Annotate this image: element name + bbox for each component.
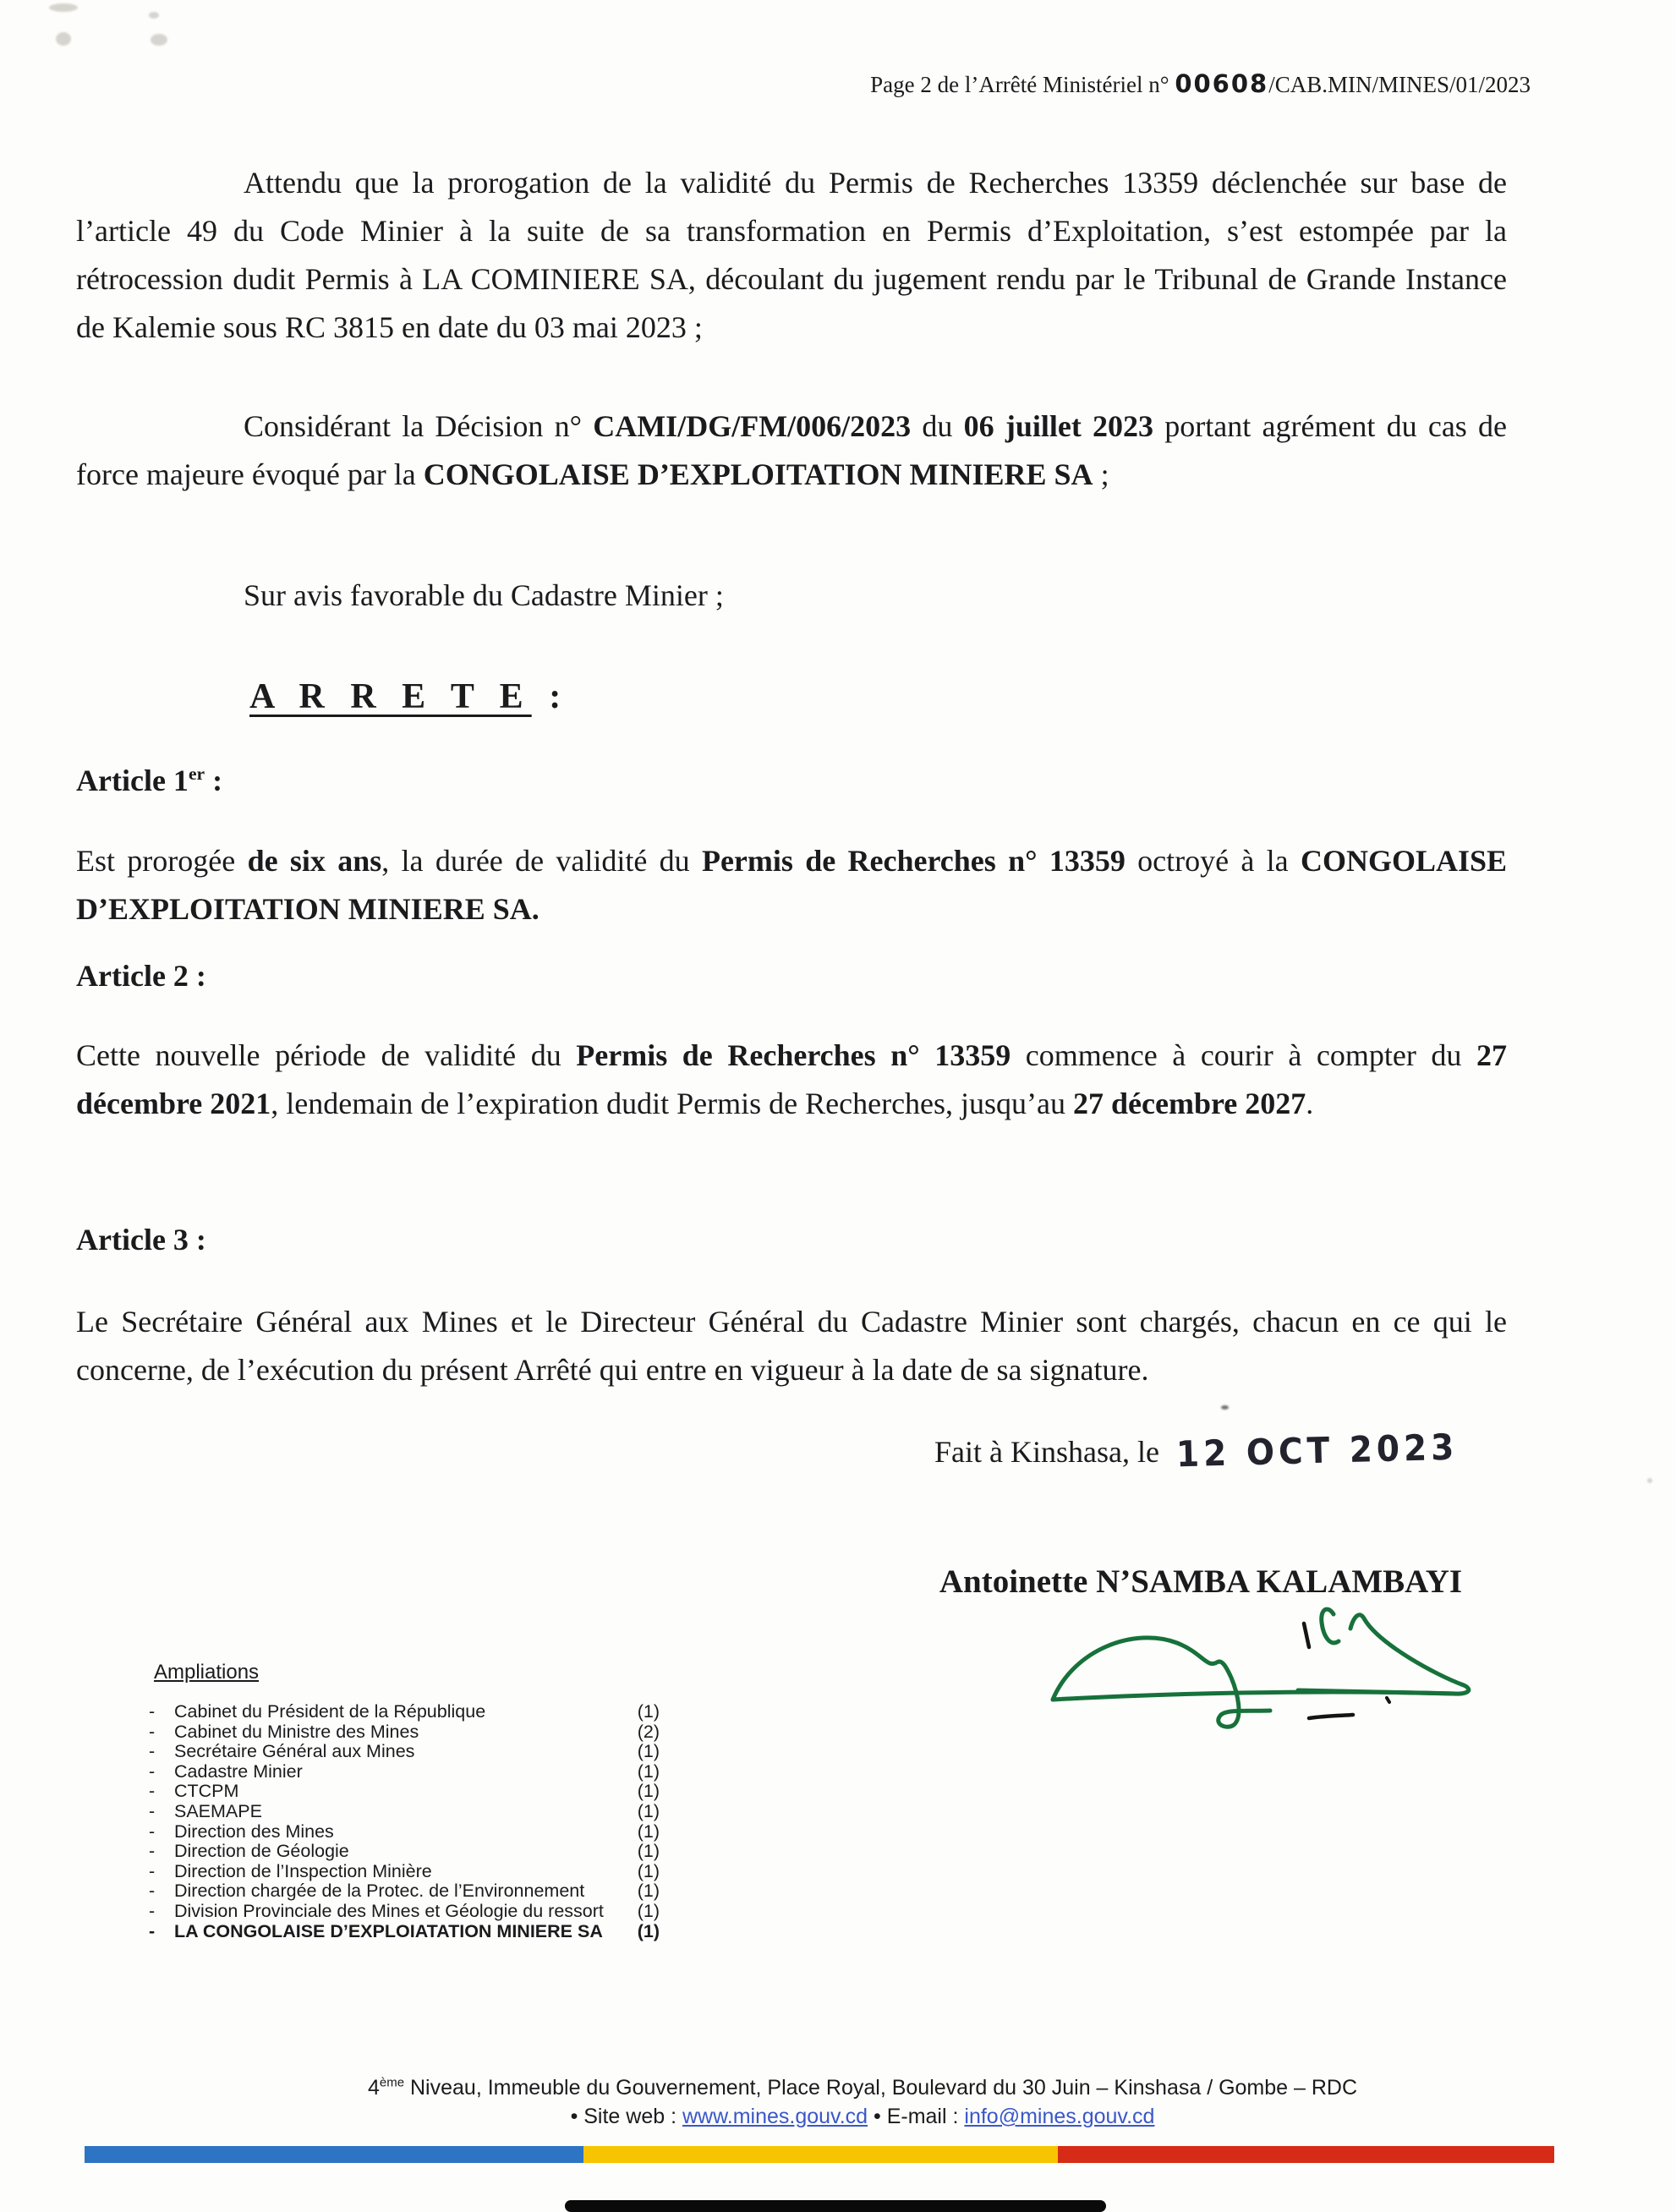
flag-yellow-segment bbox=[583, 2146, 1058, 2163]
ampliation-row bbox=[149, 1742, 660, 1762]
footer-address: 4ème Niveau, Immeuble du Gouvernement, Place Royal, Boulevard du 30 Juin – Kinshasa / Gombe – RDC bbox=[367, 2075, 1358, 2100]
flag-red-segment bbox=[1058, 2146, 1554, 2163]
ampliation-label: Cabinet du Ministre des Mines bbox=[174, 1721, 419, 1742]
footer-link[interactable]: www.mines.gouv.cd bbox=[682, 2105, 868, 2128]
ampliation-label: Cadastre Minier bbox=[174, 1760, 303, 1782]
ampliation-dash: - bbox=[149, 1841, 156, 1862]
signature-ink bbox=[1040, 1591, 1514, 1735]
ampliation-label: Direction des Mines bbox=[174, 1821, 334, 1842]
flag-blue-segment bbox=[85, 2146, 583, 2163]
ampliation-dash: - bbox=[149, 1920, 156, 1941]
ampliation-row bbox=[149, 1802, 660, 1822]
article-3-heading: Article 3 : bbox=[76, 1223, 206, 1257]
scan-artifact bbox=[151, 34, 167, 46]
ampliation-label: Division Provinciale des Mines et Géologie du ressort bbox=[174, 1900, 604, 1921]
ampliation-dash: - bbox=[149, 1701, 156, 1722]
ampliation-row bbox=[149, 1902, 660, 1922]
ampliation-count: (1) bbox=[637, 1701, 660, 1722]
ampliation-count: (1) bbox=[637, 1741, 660, 1762]
ampliation-label: Secrétaire Général aux Mines bbox=[174, 1741, 415, 1762]
article-1-heading: Article 1er : bbox=[76, 764, 223, 797]
ampliation-count: (1) bbox=[637, 1800, 660, 1821]
page-header bbox=[870, 69, 1531, 98]
ampliation-row bbox=[149, 1842, 660, 1862]
place-date-label: Fait à Kinshasa, le bbox=[934, 1435, 1159, 1469]
page-footer bbox=[144, 2073, 1581, 2131]
ampliation-count: (1) bbox=[637, 1881, 660, 1902]
scan-artifact bbox=[149, 12, 159, 19]
paragraph-avis: Sur avis favorable du Cadastre Minier ; bbox=[244, 578, 724, 612]
ampliations-heading: Ampliations bbox=[154, 1661, 260, 1684]
decree-number-stamp: 00608 bbox=[1175, 69, 1269, 98]
ampliation-dash: - bbox=[149, 1781, 156, 1802]
ampliation-row bbox=[149, 1881, 660, 1902]
ampliation-row bbox=[149, 1782, 660, 1802]
ampliation-dash: - bbox=[149, 1900, 156, 1921]
ampliation-dash: - bbox=[149, 1721, 156, 1742]
ampliation-row bbox=[149, 1762, 660, 1782]
footer-contacts: • Site web : www.mines.gouv.cd • E-mail : info@mines.gouv.cd bbox=[570, 2105, 1155, 2128]
ampliation-row bbox=[149, 1862, 660, 1882]
header-suffix: /CAB.MIN/MINES/01/2023 bbox=[1268, 72, 1531, 97]
ampliation-count: (2) bbox=[637, 1721, 660, 1742]
ampliation-label: Direction chargée de la Protec. de l’Environnement bbox=[174, 1881, 585, 1902]
ampliation-label: CTCPM bbox=[174, 1781, 239, 1802]
paragraph-article-2: Cette nouvelle période de validité du Permis de Recherches n° 13359 commence à courir à compter du 27 décembre 2021, lendemain de l’expiration dudit Permis de Recherches, jusqu’au 27 décembre 2027. bbox=[76, 1038, 1507, 1120]
ampliation-count: (1) bbox=[637, 1760, 660, 1782]
scan-artifact bbox=[49, 3, 78, 12]
paragraph-considerant: Considérant la Décision n° CAMI/DG/FM/006/2023 du 06 juillet 2023 portant agrément du cas de force majeure évoqué par la CONGOLAISE D’EXPLOITATION MINIERE SA ; bbox=[76, 409, 1508, 491]
ampliation-count: (1) bbox=[637, 1920, 660, 1941]
paragraph-attendu: Attendu que la prorogation de la validité du Permis de Recherches 13359 déclenchée sur base de l’article 49 du Code Minier à la suite de sa transformation en Permis d’Exploitation, s’est estompée par la rétrocession dudit Permis à LA COMINIERE SA, découlant du jugement rendu par le Tribunal de Grande Instance de Kalemie sous RC 3815 en date du 03 mai 2023 ; bbox=[76, 166, 1507, 344]
ampliation-count: (1) bbox=[637, 1900, 660, 1921]
flag-bar bbox=[85, 2146, 1554, 2163]
ampliations-list bbox=[149, 1702, 660, 1941]
ampliation-label: Direction de l’Inspection Minière bbox=[174, 1860, 432, 1881]
ampliation-count: (1) bbox=[637, 1841, 660, 1862]
scan-artifact bbox=[1221, 1405, 1229, 1410]
ampliation-label: SAEMAPE bbox=[174, 1800, 262, 1821]
place-date-line bbox=[934, 1426, 1459, 1476]
ampliation-row bbox=[149, 1702, 660, 1722]
ampliation-count: (1) bbox=[637, 1860, 660, 1881]
ampliation-dash: - bbox=[149, 1760, 156, 1782]
ampliation-dash: - bbox=[149, 1741, 156, 1762]
footer-link[interactable]: info@mines.gouv.cd bbox=[964, 2105, 1155, 2128]
ampliation-dash: - bbox=[149, 1881, 156, 1902]
arrete-heading: A R R E T E : bbox=[249, 677, 570, 716]
paragraph-article-3: Le Secrétaire Général aux Mines et le Directeur Général du Cadastre Minier sont chargés, chacun en ce qui le concerne, de l’exécution du présent Arrêté qui entre en vigueur à la date de sa signature. bbox=[76, 1305, 1507, 1387]
ampliation-dash: - bbox=[149, 1860, 156, 1881]
article-2-heading: Article 2 : bbox=[76, 959, 206, 993]
date-stamp: 12 OCT 2023 bbox=[1175, 1426, 1459, 1476]
scan-artifact bbox=[1647, 1478, 1652, 1483]
paragraph-article-1: Est prorogée de six ans, la durée de validité du Permis de Recherches n° 13359 octroyé à la CONGOLAISE D’EXPLOITATION MINIERE SA. bbox=[76, 844, 1508, 926]
scan-artifact bbox=[56, 32, 71, 46]
scan-edge-bar bbox=[565, 2200, 1106, 2212]
ampliation-count: (1) bbox=[637, 1821, 660, 1842]
ampliation-dash: - bbox=[149, 1821, 156, 1842]
ampliation-row bbox=[149, 1722, 660, 1743]
ampliation-row bbox=[149, 1922, 660, 1942]
ampliation-label: LA CONGOLAISE D’EXPLOIATATION MINIERE SA bbox=[174, 1920, 603, 1941]
ampliation-label: Direction de Géologie bbox=[174, 1841, 349, 1862]
ampliation-dash: - bbox=[149, 1800, 156, 1821]
ampliation-count: (1) bbox=[637, 1781, 660, 1802]
header-prefix: Page 2 de l’Arrêté Ministériel n° bbox=[870, 72, 1175, 97]
signer-name: Antoinette N’SAMBA KALAMBAYI bbox=[939, 1563, 1463, 1600]
ampliation-row bbox=[149, 1822, 660, 1842]
ampliation-label: Cabinet du Président de la République bbox=[174, 1701, 486, 1722]
